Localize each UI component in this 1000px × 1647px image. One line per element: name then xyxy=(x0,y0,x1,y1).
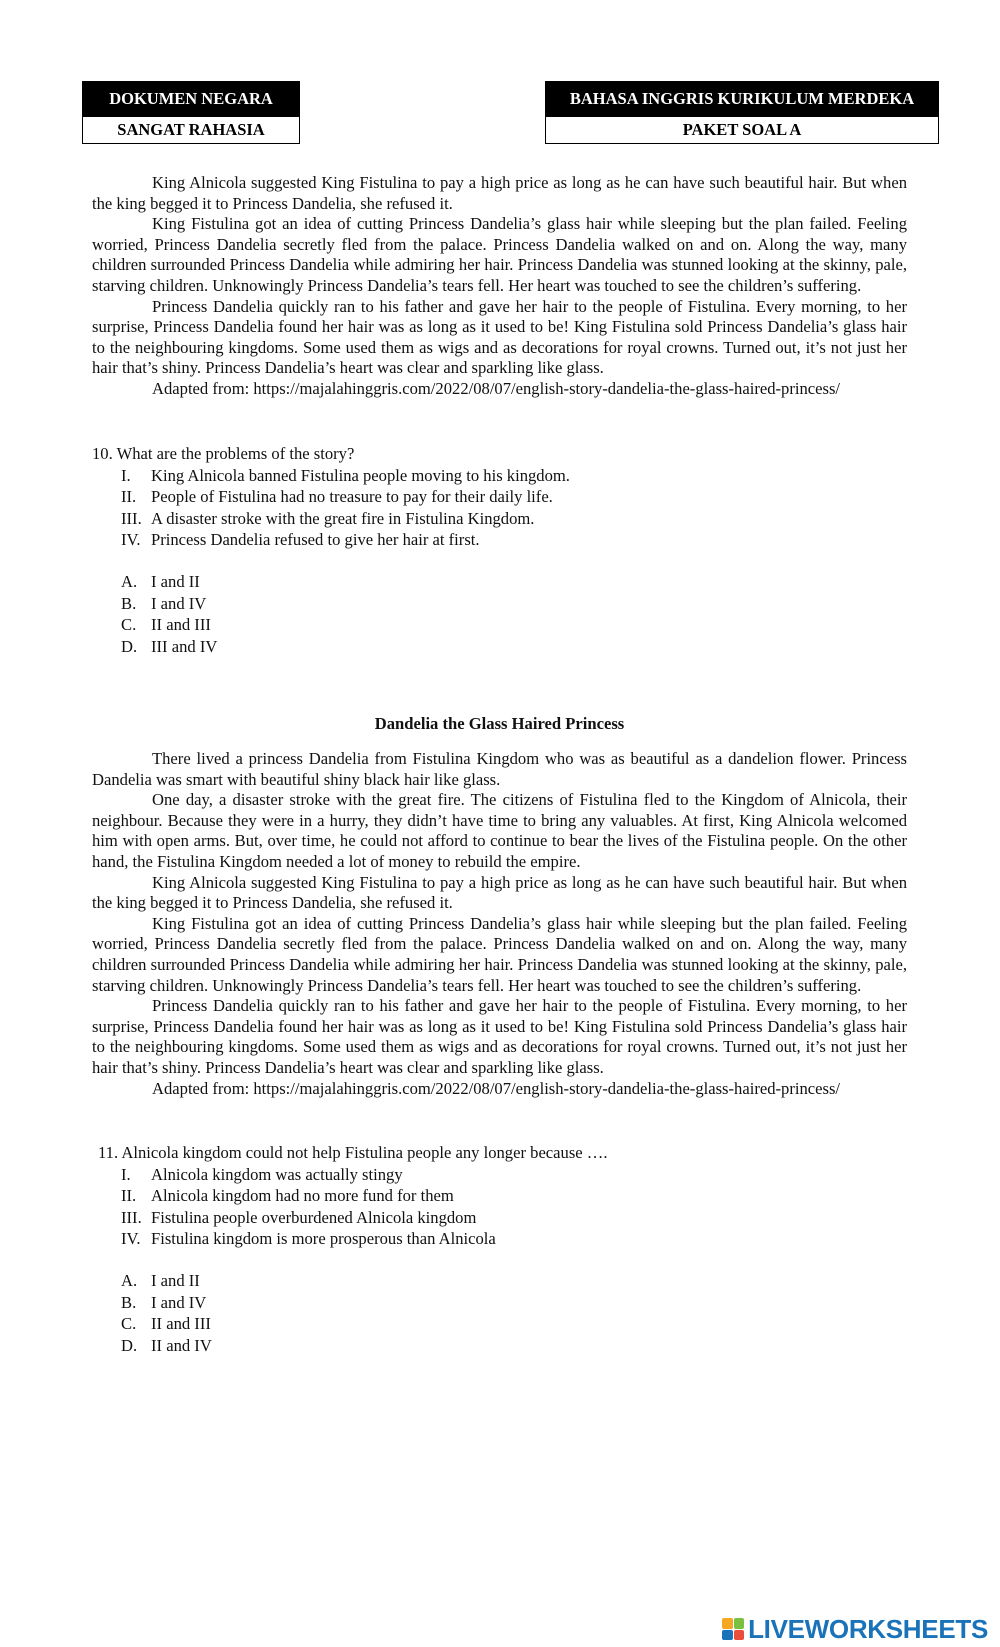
liveworksheets-logo-icon xyxy=(722,1618,744,1640)
question-10 xyxy=(92,443,907,657)
question-stem: 11. Alnicola kingdom could not help Fistulina people any longer because …. xyxy=(98,1143,608,1162)
paragraph: King Alnicola suggested King Fistulina to pay a high price as long as he can have such beautiful hair. But when the king begged it to Princess Dandelia, she refused it. xyxy=(92,872,907,913)
logo-square xyxy=(734,1618,745,1629)
answer-option-c[interactable] xyxy=(92,614,907,636)
logo-square xyxy=(734,1630,745,1641)
statement-item xyxy=(98,1164,913,1186)
option-letter: A. xyxy=(121,571,138,591)
statement-number: IV. xyxy=(121,1229,141,1249)
paragraph: King Fistulina got an idea of cutting Princess Dandelia’s glass hair while sleeping but the plan failed. Feeling worried, Princess Dandelia secretly fled from the palace. Princess Dandelia walked on and on. Along the way, many children surrounded Princess Dandelia while admiring her hair. Princess Dandelia was stunned looking at the skinny, pale, starving children. Unknowingly Princess Dandelia’s tears fell. Her heart was touched to see the children’s suffering. xyxy=(92,913,907,995)
option-letter: B. xyxy=(121,593,137,613)
statement-number: III. xyxy=(121,1207,142,1227)
statement-text: People of Fistulina had no treasure to pay for their daily life. xyxy=(151,487,553,507)
option-text: I and II xyxy=(151,1270,200,1290)
option-text: II and III xyxy=(151,615,211,635)
statement-number: II. xyxy=(121,1186,137,1206)
logo-square xyxy=(722,1618,733,1629)
liveworksheets-brand[interactable] xyxy=(722,1615,988,1643)
passage-full xyxy=(92,749,907,1099)
answer-option-b[interactable] xyxy=(92,593,907,615)
option-text: I and IV xyxy=(151,1292,207,1312)
statement-text: Princess Dandelia refused to give her hair at first. xyxy=(151,530,480,550)
logo-square xyxy=(722,1630,733,1641)
question-11 xyxy=(98,1142,913,1356)
header-left-top: DOKUMEN NEGARA xyxy=(83,82,299,116)
statement-text: Fistulina kingdom is more prosperous than Alnicola xyxy=(151,1229,496,1249)
option-text: I and IV xyxy=(151,593,207,613)
answer-options xyxy=(98,1270,913,1356)
statement-text: Alnicola kingdom was actually stingy xyxy=(151,1164,403,1184)
statement-number: I. xyxy=(121,1164,131,1184)
option-text: II and III xyxy=(151,1314,211,1334)
statement-item xyxy=(98,1207,913,1229)
statement-text: King Alnicola banned Fistulina people moving to his kingdom. xyxy=(151,465,570,485)
paragraph: Princess Dandelia quickly ran to his father and gave her hair to the people of Fistulina. Every morning, to her surprise, Princess Dandelia found her hair was as long as it used to be! King Fistulina sold Princess Dandelia’s glass hair to the neighbouring kingdoms. Some used them as wigs and as decorations for royal crowns. Turned out, it’s not just her hair that’s shiny. Princess Dandelia’s heart was clear and sparkling like glass. xyxy=(92,996,907,1077)
statement-text: Fistulina people overburdened Alnicola kingdom xyxy=(151,1207,477,1227)
paragraph: King Fistulina got an idea of cutting Princess Dandelia’s glass hair while sleeping but the plan failed. Feeling worried, Princess Dandelia secretly fled from the palace. Princess Dandelia walked on and on. Along the way, many children surrounded Princess Dandelia while admiring her hair. Princess Dandelia was stunned looking at the skinny, pale, starving children. Unknowingly Princess Dandelia’s tears fell. Her heart was touched to see the children’s suffering. xyxy=(92,214,907,295)
option-letter: D. xyxy=(121,636,138,656)
statement-number: III. xyxy=(121,508,142,528)
paragraph: One day, a disaster stroke with the great fire. The citizens of Fistulina fled to the Kingdom of Alnicola, their neighbour. Because they were in a hurry, they didn’t have time to bring any valuables. At first, King Alnicola welcomed him with open arms. But, over time, he could not afford to continue to bear the lives of the Fistulina people. On the other hand, the Fistulina Kingdom needed a lot of money to rebuild the empire. xyxy=(92,790,907,871)
statement-list xyxy=(98,1164,913,1250)
story-title: Dandelia the Glass Haired Princess xyxy=(374,714,625,733)
question-stem: 10. What are the problems of the story? xyxy=(92,444,355,463)
statement-item xyxy=(92,529,907,551)
brand-name: LIVEWORKSHEETS xyxy=(748,1613,988,1644)
paragraph: Princess Dandelia quickly ran to his father and gave her hair to the people of Fistulina. Every morning, to her surprise, Princess Dandelia found her hair was as long as it used to be! King Fistulina sold Princess Dandelia’s glass hair to the neighbouring kingdoms. Some used them as wigs and as decorations for royal crowns. Turned out, it’s not just her hair that’s shiny. Princess Dandelia’s heart was clear and sparkling like glass. xyxy=(92,296,907,378)
answer-option-a[interactable] xyxy=(92,571,907,593)
header-right-top: BAHASA INGGRIS KURIKULUM MERDEKA xyxy=(546,82,938,116)
statement-item xyxy=(98,1228,913,1250)
paragraph: There lived a princess Dandelia from Fistulina Kingdom who was as beautiful as a dandelion flower. Princess Dandelia was smart with beautiful shiny black hair like glass. xyxy=(92,749,907,789)
option-letter: C. xyxy=(121,615,137,635)
header-left-bottom: SANGAT RAHASIA xyxy=(83,116,299,143)
source-citation: Adapted from: https://majalahinggris.com/2022/08/07/english-story-dandelia-the-glass-haired-princess/ xyxy=(152,378,841,398)
statement-number: IV. xyxy=(121,530,141,550)
option-letter: B. xyxy=(121,1292,137,1312)
statement-item xyxy=(92,486,907,508)
answer-option-b[interactable] xyxy=(98,1292,913,1314)
statement-text: A disaster stroke with the great fire in Fistulina Kingdom. xyxy=(151,508,535,528)
answer-option-c[interactable] xyxy=(98,1313,913,1335)
answer-options xyxy=(92,571,907,657)
statement-item xyxy=(98,1185,913,1207)
header-right-box xyxy=(545,81,939,144)
passage-continuation xyxy=(92,173,907,400)
option-text: II and IV xyxy=(151,1335,212,1355)
paragraph: King Alnicola suggested King Fistulina to pay a high price as long as he can have such beautiful hair. But when the king begged it to Princess Dandelia, she refused it. xyxy=(92,173,907,213)
statement-item xyxy=(92,508,907,530)
option-letter: A. xyxy=(121,1270,138,1290)
option-text: III and IV xyxy=(151,636,218,656)
statement-item xyxy=(92,465,907,487)
statement-text: Alnicola kingdom had no more fund for them xyxy=(151,1186,454,1206)
answer-option-d[interactable] xyxy=(92,636,907,658)
statement-number: I. xyxy=(121,465,131,485)
option-letter: D. xyxy=(121,1335,138,1355)
statement-list xyxy=(92,465,907,551)
statement-number: II. xyxy=(121,487,137,507)
source-citation: Adapted from: https://majalahinggris.com/2022/08/07/english-story-dandelia-the-glass-haired-princess/ xyxy=(152,1078,841,1098)
header-right-bottom: PAKET SOAL A xyxy=(546,116,938,143)
header-left-box xyxy=(82,81,300,144)
option-letter: C. xyxy=(121,1314,137,1334)
answer-option-a[interactable] xyxy=(98,1270,913,1292)
option-text: I and II xyxy=(151,571,200,591)
answer-option-d[interactable] xyxy=(98,1335,913,1357)
